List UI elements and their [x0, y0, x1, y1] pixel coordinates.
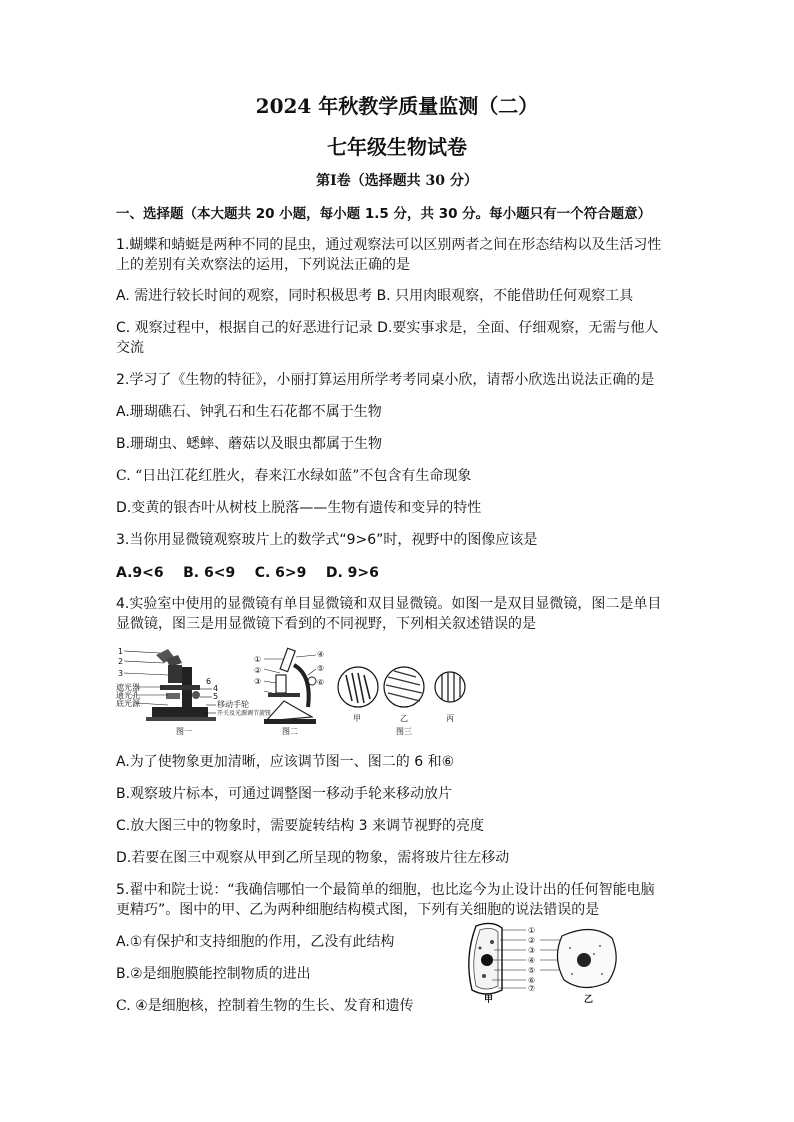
fig2-number-6: ⑥ — [317, 678, 325, 687]
animal-cell-yi — [557, 929, 616, 987]
fig2-number-4: ④ — [317, 650, 325, 659]
q4-stem-line2: 显微镜，图三是用显微镜下看到的不同视野，下列相关叙述错误的是 — [116, 616, 536, 632]
fig2-caption: 图二 — [282, 727, 298, 736]
fig3-label-yi: 乙 — [400, 714, 408, 723]
fig3-label-bing: 丙 — [446, 714, 454, 723]
q3-options: A.9<6 B. 6<9 C. 6>9 D. 9>6 — [116, 565, 379, 581]
q5-option-a: A.①有保护和支持细胞的作用，乙没有此结构 — [116, 934, 395, 950]
q1-options-cd-line1: C. 观察过程中，根据自己的好恶进行记录 D.要实事求是，全面、仔细观察，无需与他人 — [116, 320, 659, 336]
q4-option-d: D.若要在图三中观察从甲到乙所呈现的物象，需将玻片往左移动 — [116, 850, 510, 866]
q5-option-c: C. ④是细胞核，控制着生物的生长、发育和遗传 — [116, 998, 414, 1014]
cell-number-1: ① — [528, 926, 536, 935]
fig1-number-6: 6 — [206, 677, 212, 686]
fig1-number-4: 4 — [213, 684, 219, 693]
fig2-number-2: ② — [254, 666, 262, 675]
fig1-label-light-source: 底光源 — [116, 699, 140, 708]
figure-1-binocular-microscope — [116, 647, 271, 736]
fig1-label-aperture: 通光孔 — [116, 691, 140, 700]
cell-number-2: ② — [528, 936, 536, 945]
q1-stem-line1: 1.蝴蝶和蜻蜓是两种不同的昆虫，通过观察法可以区别两者之间在形态结构以及生活习性 — [116, 237, 662, 253]
q4-microscope-figure — [116, 645, 466, 737]
cell-number-7: ⑦ — [528, 984, 536, 993]
q4-stem-line1: 4.实验室中使用的显微镜有单目显微镜和双目显微镜。如图一是双目显微镜，图二是单目 — [116, 596, 662, 612]
cell-number-4: ④ — [528, 956, 536, 965]
q5-stem-line2: 更精巧”。图中的甲、乙为两种细胞结构模式图，下列有关细胞的说法错误的是 — [116, 902, 600, 918]
q1-stem-line2: 上的差别有关欢察法的运用，下列说法正确的是 — [116, 257, 410, 273]
fig1-number-2: 2 — [118, 657, 124, 666]
q5-cell-figure — [462, 918, 622, 1004]
fig1-label-switch: 开关及光源调节旋钮 — [217, 710, 272, 717]
fig1-number-5: 5 — [213, 692, 219, 701]
q2-option-b: B.珊瑚虫、蟋蟀、蘑菇以及眼虫都属于生物 — [116, 436, 383, 452]
cell-label-jia: 甲 — [484, 995, 494, 1004]
q1-options-ab: A. 需进行较长时间的观察，同时积极思考 B. 只用肉眼观察，不能借助任何观察工具 — [116, 288, 634, 304]
q4-option-c: C.放大图三中的物象时，需要旋转结构 3 来调节视野的亮度 — [116, 818, 485, 834]
cell-number-5: ⑤ — [528, 966, 536, 975]
section-heading: 一、选择题（本大题共 20 小题，每小题 1.5 分，共 30 分。每小题只有一个符合题意） — [116, 206, 652, 222]
cell-number-3: ③ — [528, 946, 536, 955]
fig1-label-diaphragm: 遮光器 — [116, 683, 140, 692]
part-heading: 第Ⅰ卷（选择题共 30 分） — [316, 173, 478, 189]
cell-label-yi: 乙 — [584, 995, 594, 1004]
exam-title: 2024 年秋教学质量监测（二） — [255, 94, 539, 118]
fig1-number-3: 3 — [118, 669, 124, 678]
q2-stem: 2.学习了《生物的特征》，小丽打算运用所学考考同桌小欣，请帮小欣选出说法正确的是 — [116, 372, 655, 388]
q5-option-b: B.②是细胞膜能控制物质的进出 — [116, 966, 311, 982]
fig2-number-3: ③ — [254, 677, 262, 686]
fig2-number-1: ① — [254, 655, 262, 664]
q3-stem: 3.当你用显微镜观察玻片上的数学式“9>6”时，视野中的图像应该是 — [116, 532, 538, 548]
cell-number-6: ⑥ — [528, 976, 536, 985]
fig1-number-1: 1 — [118, 647, 124, 656]
fig3-label-jia: 甲 — [353, 714, 361, 723]
q4-option-b: B.观察玻片标本，可通过调整图一移动手轮来移动放片 — [116, 786, 453, 802]
q2-option-c: C. “日出江花红胜火，春来江水绿如蓝”不包含有生命现象 — [116, 468, 472, 484]
q2-option-a: A.珊瑚礁石、钟乳石和生石花都不属于生物 — [116, 404, 382, 420]
q2-option-d: D.变黄的银杏叶从树枝上脱落——生物有遗传和变异的特性 — [116, 500, 482, 516]
figure-2-monocular-microscope — [254, 648, 324, 736]
q4-option-a: A.为了使物象更加清晰，应该调节图一、图二的 6 和⑥ — [116, 754, 455, 770]
plant-cell-jia — [469, 923, 502, 994]
fig1-caption: 图一 — [176, 727, 192, 736]
figure-3-fields-of-view — [338, 667, 465, 736]
fig3-caption: 图三 — [396, 727, 412, 736]
fig1-label-moving-knob: 移动手轮 — [217, 700, 249, 709]
q1-options-cd-line2: 交流 — [116, 340, 144, 356]
fig2-number-5: ⑤ — [317, 664, 325, 673]
exam-subtitle: 七年级生物试卷 — [327, 135, 467, 159]
q5-stem-line1: 5.翟中和院士说：“我确信哪怕一个最简单的细胞，也比迄今为止设计出的任何智能电脑 — [116, 882, 655, 898]
